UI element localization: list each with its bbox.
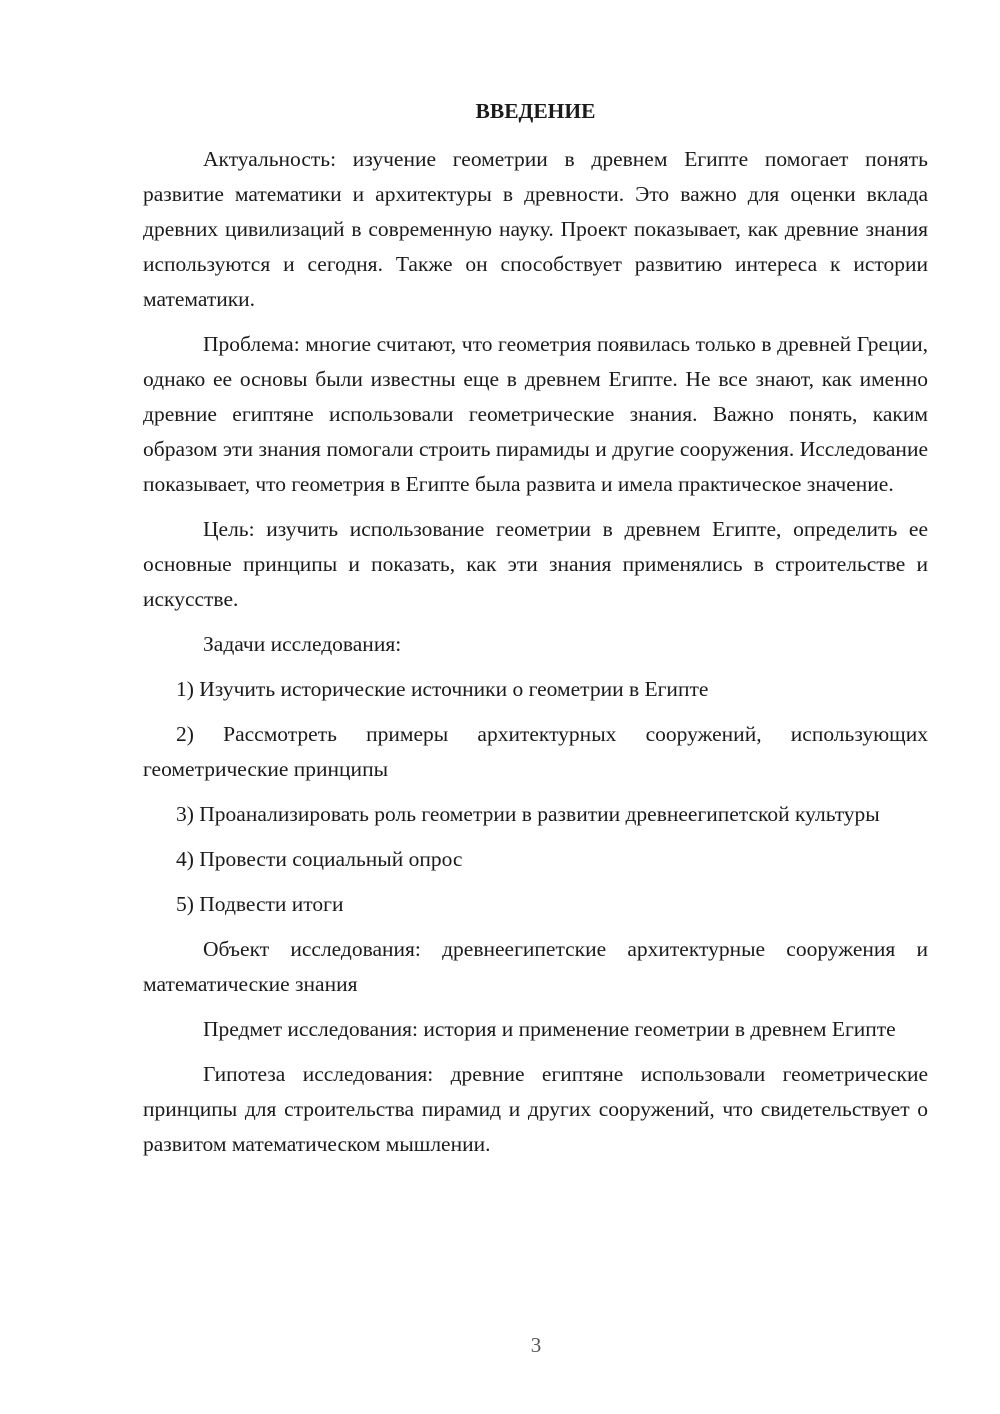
task-item-2: 2) Рассмотреть примеры архитектурных сооружений, использующих геометрические принципы (143, 722, 928, 781)
paragraph-problem: Проблема: многие считают, что геометрия появилась только в древней Греции, однако ее основы были известны еще в древнем Египте. Не все знают, как именно древние египтяне использовали геометрические знания. Важно понять, каким образом эти знания помогали строить пирамиды и другие сооружения. Исследование показывает, что геометрия в Египте была развита и имела практическое значение. (143, 332, 928, 496)
task-item-4: 4) Провести социальный опрос (176, 847, 463, 871)
paragraph-relevance: Актуальность: изучение геометрии в древнем Египте помогает понять развитие математики и архитектуры в древности. Это важно для оценки вклада древних цивилизаций в современную науку. Проект показывает, как древние знания используются и сегодня. Также он способствует развитию интереса к истории математики. (143, 147, 928, 311)
paragraph-object: Объект исследования: древнеегипетские архитектурные сооружения и математические знания (143, 937, 928, 996)
page-title: ВВЕДЕНИЕ (475, 99, 596, 123)
paragraph-hypothesis: Гипотеза исследования: древние египтяне использовали геометрические принципы для строительства пирамид и других сооружений, что свидетельствует о развитом математическом мышлении. (143, 1062, 928, 1156)
task-item-1: 1) Изучить исторические источники о геометрии в Египте (176, 677, 709, 701)
paragraph-tasks-heading: Задачи исследования: (203, 632, 402, 656)
paragraph-subject: Предмет исследования: история и применение геометрии в древнем Египте (203, 1017, 896, 1041)
task-item-5: 5) Подвести итоги (176, 892, 344, 916)
page-number: 3 (530, 1333, 542, 1357)
paragraph-goal: Цель: изучить использование геометрии в древнем Египте, определить ее основные принципы и показать, как эти знания применялись в строительстве и искусстве. (143, 517, 928, 611)
task-item-3: 3) Проанализировать роль геометрии в развитии древнеегипетской культуры (176, 802, 880, 826)
document-page (143, 92, 928, 1172)
